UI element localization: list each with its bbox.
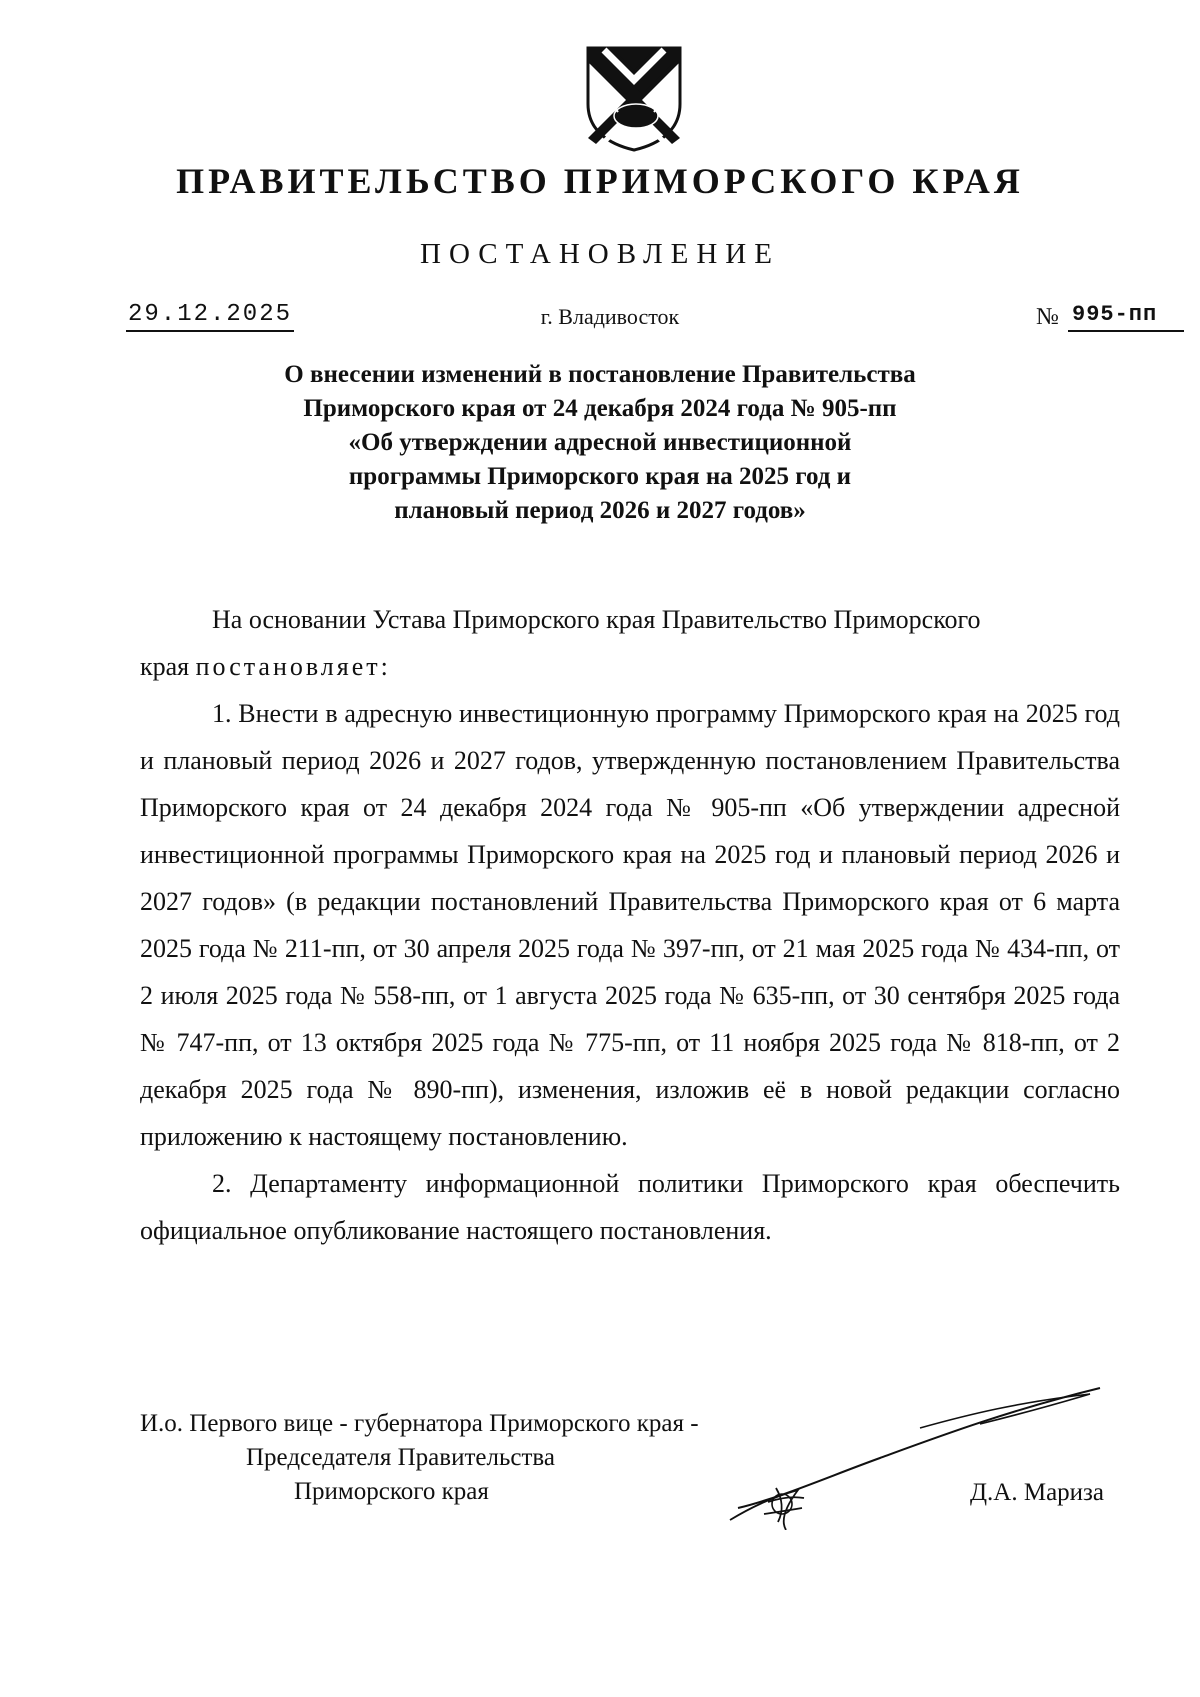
title-line: плановый период 2026 и 2027 годов» <box>394 497 806 524</box>
item-1-paragraph: 1. Внести в адресную инвестиционную программу Приморского края на 2025 год и плановый период 2026 и 2027 годов, утвержденную постановлением Правительства Приморского края от 24 декабря 2024 года № 905-пп «Об утверждении адресной инвестиционной программы Приморского края на 2025 год и плановый период 2026 и 2027 годов» (в редакции постановлений Правительства Приморского края от 6 марта 2025 года № 211-пп, от 30 апреля 2025 года № 397-пп, от 21 мая 2025 года № 434-пп, от 2 июля 2025 года № 558-пп, от 1 августа 2025 года № 635-пп, от 30 сентября 2025 года № 747-пп, от 13 октября 2025 года № 775-пп, от 11 ноября 2025 года № 818-пп, от 2 декабря 2025 года № 890-пп), изменения, изложив её в новой редакции согласно приложению к настоящему постановлению. <box>140 699 1120 1151</box>
document-date: 29.12.2025 <box>126 300 294 332</box>
item-2-paragraph: 2. Департаменту информационной политики Приморского края обеспечить официальное опубликование настоящего постановления. <box>140 1169 1120 1245</box>
document-body <box>140 596 1120 1254</box>
decree-word: постановляет: <box>195 652 391 681</box>
preamble-paragraph <box>140 596 1120 643</box>
title-line: О внесении изменений в постановление Правительства <box>284 361 916 388</box>
document-type: ПОСТАНОВЛЕНИЕ <box>420 238 780 270</box>
preamble-continuation <box>140 643 1120 690</box>
coat-of-arms-emblem <box>582 42 686 154</box>
preamble-text: На основании Устава Приморского края Правительство Приморского <box>212 605 981 634</box>
document-title <box>220 358 980 528</box>
signatory-name: Д.А. Мариза <box>970 1479 1105 1506</box>
document-city: г. Владивосток <box>540 304 680 329</box>
signatory-role-line: И.о. Первого вице - губернатора Приморского края - <box>140 1410 699 1437</box>
signatory-role-line: Председателя Правительства <box>246 1444 555 1471</box>
title-line: Приморского края от 24 декабря 2024 года № 905-пп <box>303 395 897 422</box>
title-line: «Об утверждении адресной инвестиционной <box>348 429 852 456</box>
document-number: 995-пп <box>1068 300 1184 332</box>
signatory-role-line: Приморского края <box>294 1478 489 1505</box>
preamble-cont-text: края <box>140 652 190 681</box>
title-line: программы Приморского края на 2025 год и <box>348 463 852 490</box>
organization-name: ПРАВИТЕЛЬСТВО ПРИМОРСКОГО КРАЯ <box>176 161 1024 201</box>
document-number-sign: № <box>1036 304 1059 330</box>
signatory-role <box>140 1407 699 1509</box>
